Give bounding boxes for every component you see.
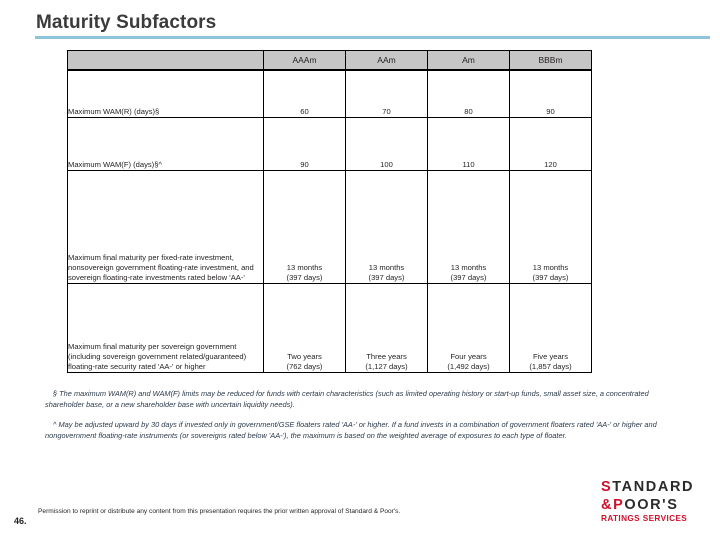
cell-line-secondary: (1,857 days) — [529, 361, 572, 371]
logo-text-standard: TANDARD — [612, 479, 695, 495]
cell-line-secondary: (397 days) — [532, 272, 569, 282]
table-header-row — [68, 51, 592, 71]
table-row — [68, 284, 592, 373]
standard-and-poors-logo — [601, 480, 694, 523]
cell-line-primary: 13 months — [450, 262, 487, 272]
title-divider — [35, 36, 710, 39]
cell-line-secondary: (397 days) — [286, 272, 323, 282]
cell-final-maturity-fixed-am — [428, 171, 510, 284]
table-row — [68, 118, 592, 171]
cell-line-primary: 13 months — [286, 262, 323, 272]
cell-final-maturity-fixed-aam — [346, 171, 428, 284]
column-header-aaam: AAAm — [264, 51, 346, 71]
cell-wam-f-bbbm: 120 — [510, 118, 592, 171]
cell-line-primary: 13 months — [532, 262, 569, 272]
logo-text-poors: OOR'S — [624, 496, 679, 513]
page-title: Maturity Subfactors — [36, 12, 217, 33]
column-header-label — [68, 51, 264, 71]
cell-wam-r-am: 80 — [428, 70, 510, 118]
logo-line-poors — [601, 498, 694, 513]
row-label-final-maturity-fixed-rate: Maximum final maturity per fixed-rate investment, nonsovereign government floating-rate investment, and sovereign floating-rate investments rated below 'AA-' — [68, 171, 264, 284]
maturity-subfactors-table — [67, 50, 592, 373]
cell-final-maturity-sovereign-bbbm — [510, 284, 592, 373]
cell-line-primary: Four years — [450, 351, 487, 361]
row-label-wam-r: Maximum WAM(R) (days)§ — [68, 70, 264, 118]
cell-final-maturity-sovereign-aaam — [264, 284, 346, 373]
cell-line-primary: Three years — [366, 351, 407, 361]
column-header-aam: AAm — [346, 51, 428, 71]
cell-line-secondary: (397 days) — [450, 272, 487, 282]
permission-notice: Permission to reprint or distribute any content from this presentation requires the prior written approval of Standard & Poor's. — [38, 508, 401, 515]
cell-wam-r-aam: 70 — [346, 70, 428, 118]
cell-line-secondary: (1,492 days) — [447, 361, 490, 371]
cell-line-primary: Two years — [287, 351, 322, 361]
cell-final-maturity-sovereign-aam — [346, 284, 428, 373]
column-header-bbbm: BBBm — [510, 51, 592, 71]
cell-line-primary: Five years — [532, 351, 569, 361]
cell-final-maturity-fixed-bbbm — [510, 171, 592, 284]
footnote-caret-symbol: ^ May be adjusted upward by 30 days if invested only in government/GSE floaters rated 'AA-' or higher. If a fund invests in a combination of government floaters rated 'AA-' or higher and nongovernment floating-rate instruments (or sovereigns rated below 'AA-'), the maximum is based on the weighted average of exposures to each type of floater. — [45, 420, 657, 441]
logo-accent-ampersand-p: &P — [601, 496, 625, 513]
column-header-am: Am — [428, 51, 510, 71]
row-label-final-maturity-sovereign: Maximum final maturity per sovereign government (including sovereign government related/guaranteed) floating-rate security rated 'AA-' or higher — [68, 284, 264, 373]
table-row — [68, 70, 592, 118]
logo-line-standard — [601, 480, 694, 495]
cell-wam-f-aam: 100 — [346, 118, 428, 171]
row-label-wam-f: Maximum WAM(F) (days)§^ — [68, 118, 264, 171]
cell-line-secondary: (397 days) — [368, 272, 405, 282]
cell-wam-r-bbbm: 90 — [510, 70, 592, 118]
cell-line-secondary: (762 days) — [286, 361, 323, 371]
maturity-subfactors-table-container — [67, 50, 588, 373]
cell-line-secondary: (1,127 days) — [365, 361, 408, 371]
logo-subtitle-ratings-services: RATINGS SERVICES — [601, 514, 688, 523]
cell-wam-r-aaam: 60 — [264, 70, 346, 118]
logo-accent-s: S — [601, 479, 613, 495]
cell-line-primary: 13 months — [368, 262, 405, 272]
footnote-section-symbol: § The maximum WAM(R) and WAM(F) limits may be reduced for funds with certain characteristics (such as limited operating history or start-up funds, small asset size, a concentrated shareholder base, or a new shareholder base with uncertain liquidity needs). — [45, 389, 649, 410]
cell-final-maturity-fixed-aaam — [264, 171, 346, 284]
cell-wam-f-am: 110 — [428, 118, 510, 171]
page-number: 46. — [14, 516, 27, 526]
cell-final-maturity-sovereign-am — [428, 284, 510, 373]
table-row — [68, 171, 592, 284]
footnotes — [45, 388, 677, 441]
cell-wam-f-aaam: 90 — [264, 118, 346, 171]
